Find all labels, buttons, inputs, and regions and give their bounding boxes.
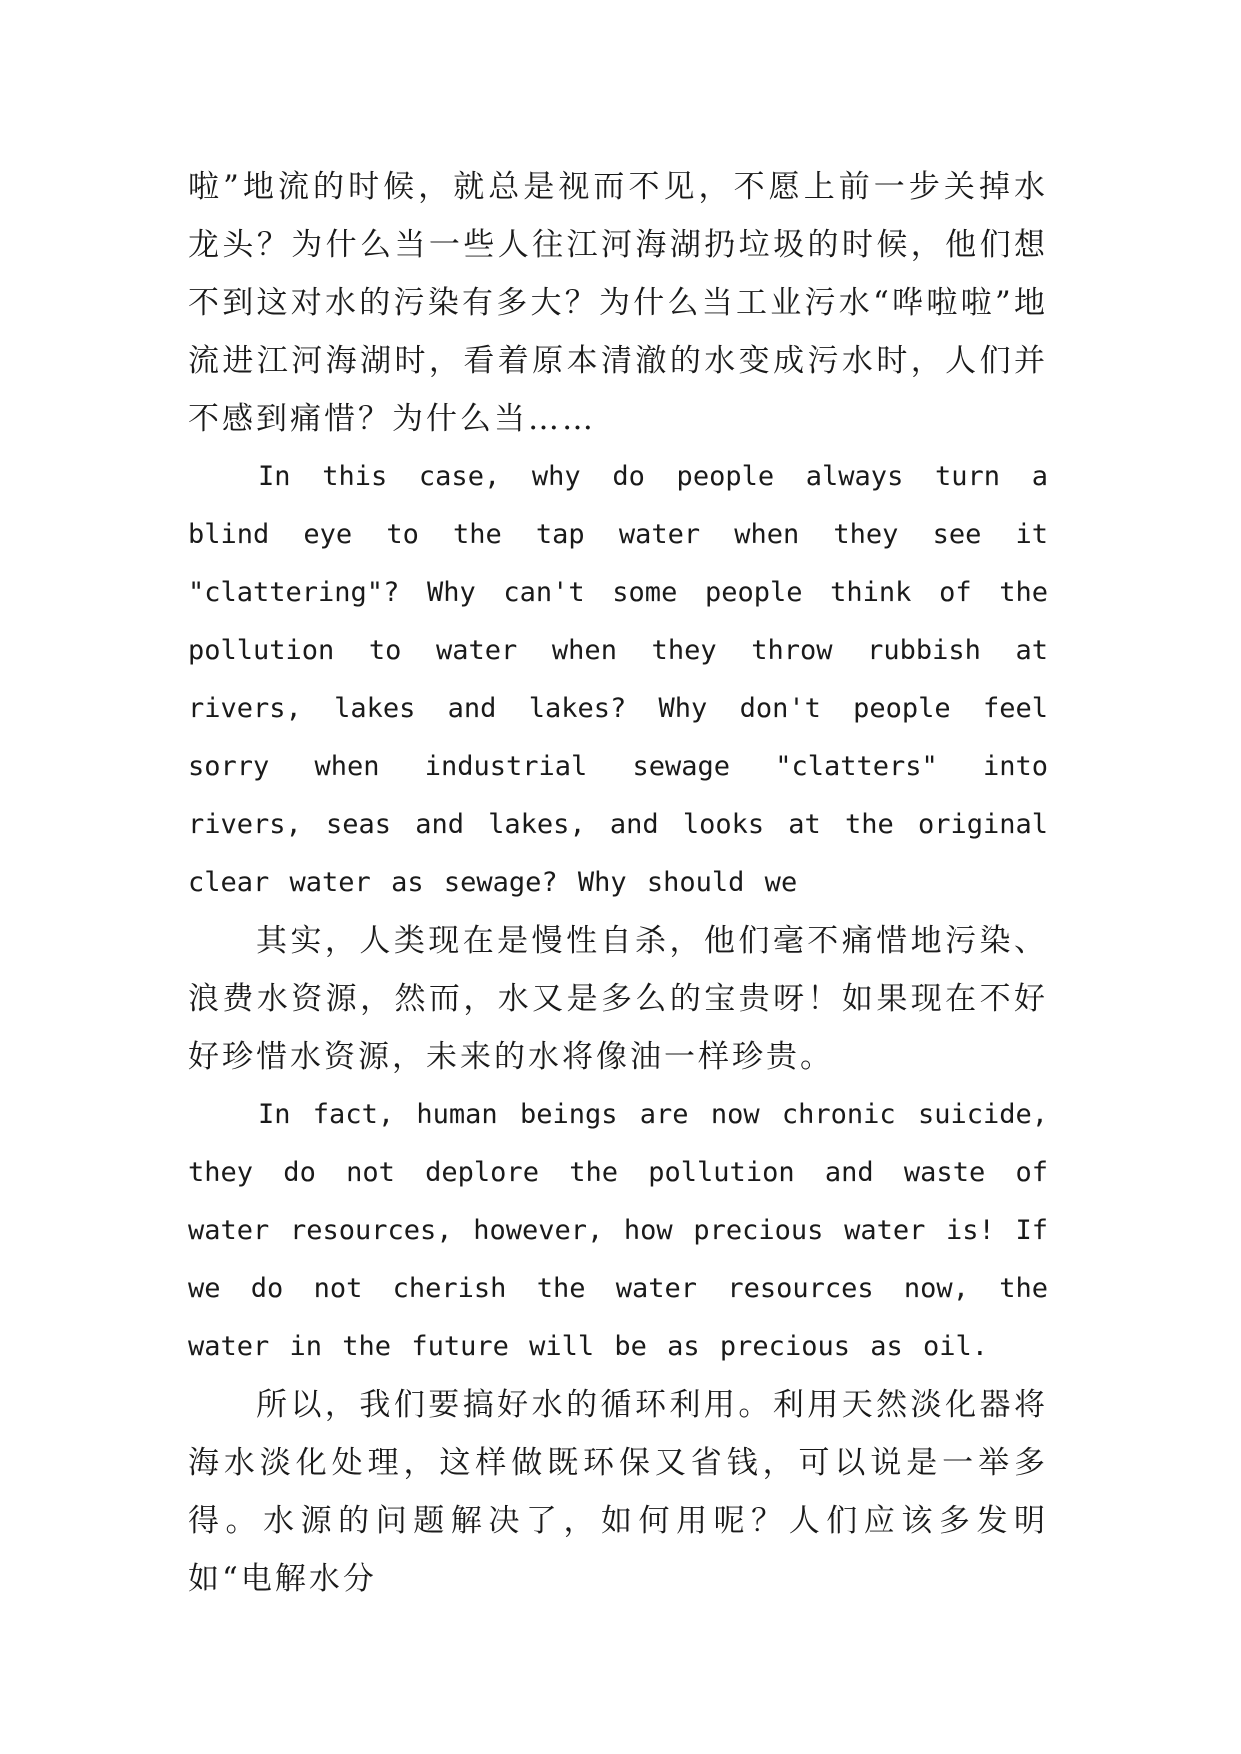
document-body <box>188 158 1048 1608</box>
paragraph-zh-3: 所以，我们要搞好水的循环利用。利用天然淡化器将海水淡化处理，这样做既环保又省钱，可以说是一举多得。水源的问题解决了，如何用呢？人们应该多发明如“电解水分 <box>188 1387 1048 1597</box>
paragraph-zh-2: 其实，人类现在是慢性自杀，他们毫不痛惜地污染、浪费水资源，然而，水又是多么的宝贵呀！如果现在不好好珍惜水资源，未来的水将像油一样珍贵。 <box>188 923 1048 1075</box>
paragraph-en-1: In this case, why do people always turn a blind eye to the tap water when they see it "clattering"? Why can't some people think of the pollution to water when they throw rubbish at rivers, lakes and lakes? Why don't people feel sorry when industrial sewage "clatters" into rivers, seas and lakes, and looks at the original clear water as sewage? Why should we <box>188 461 1048 898</box>
paragraph-en-2: In fact, human beings are now chronic suicide, they do not deplore the pollution and waste of water resources, however, how precious water is! If we do not cherish the water resources now, the water in the future will be as precious as oil. <box>188 1099 1048 1362</box>
paragraph-zh-1: 啦”地流的时候，就总是视而不见，不愿上前一步关掉水龙头？为什么当一些人往江河海湖扔垃圾的时候，他们想不到这对水的污染有多大？为什么当工业污水“哗啦啦”地流进江河海湖时，看着原本清澈的水变成污水时，人们并不感到痛惜？为什么当…… <box>188 169 1048 437</box>
